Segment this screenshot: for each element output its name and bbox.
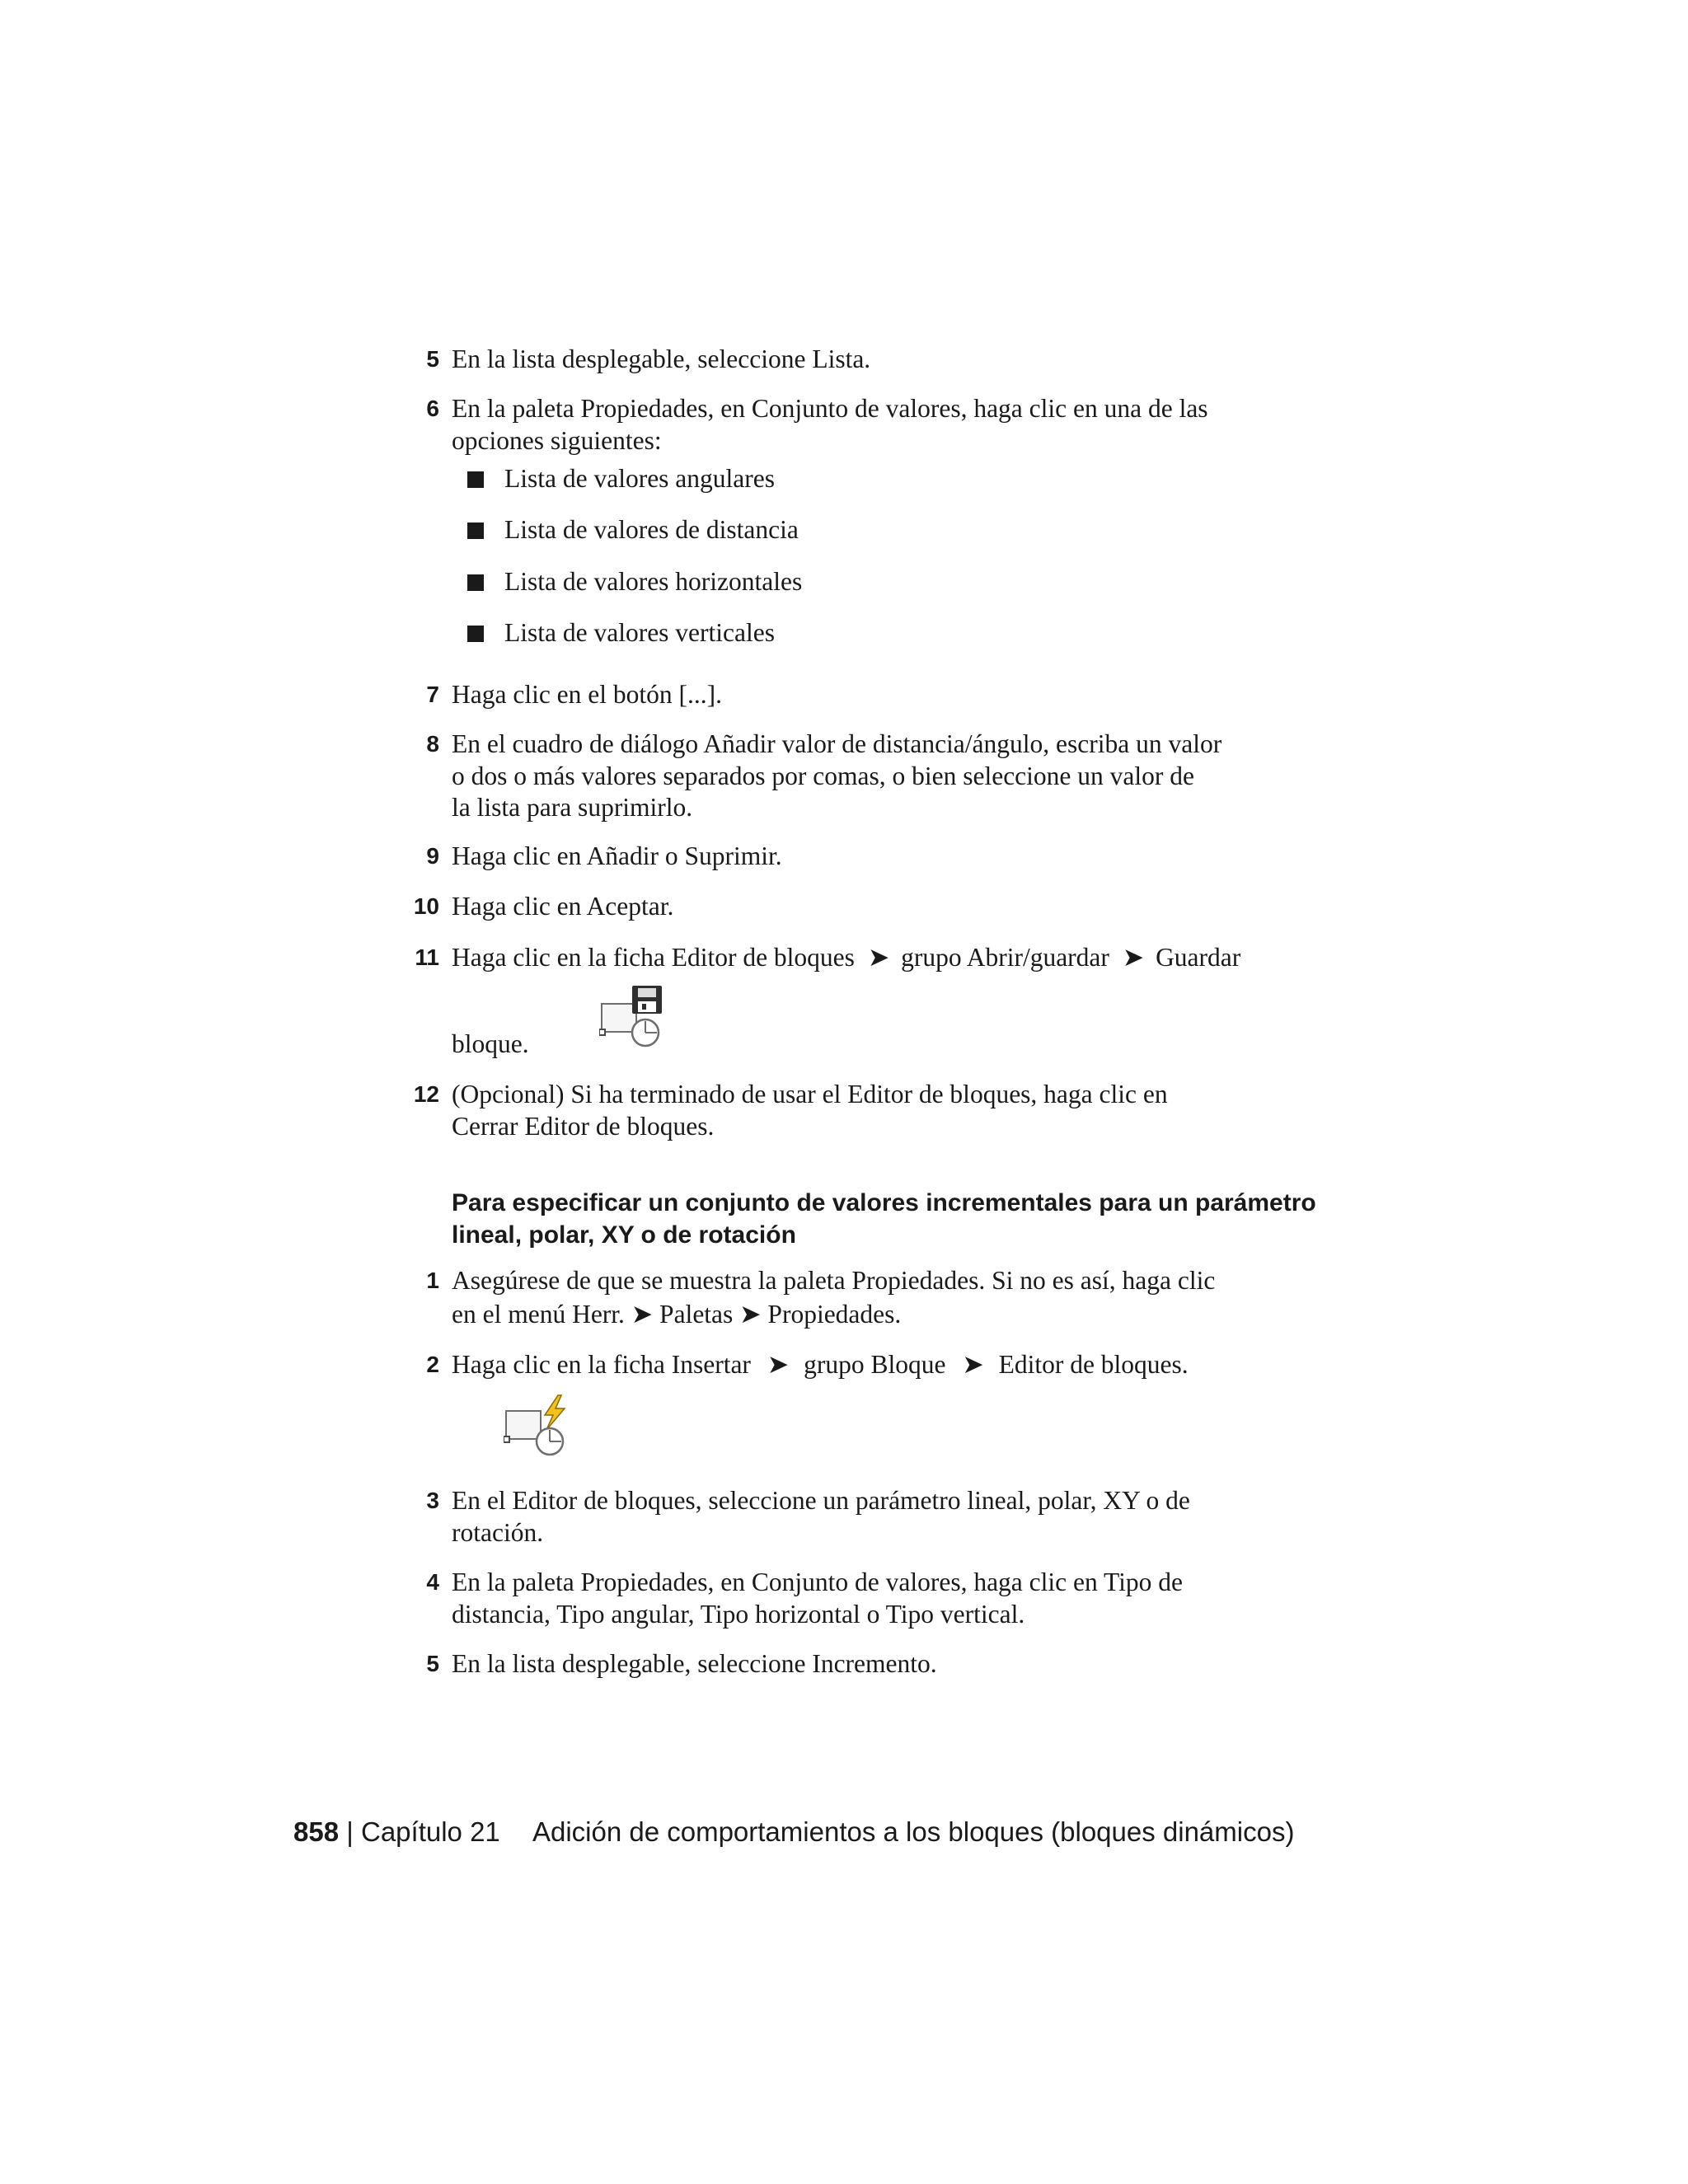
step-text: En la lista desplegable, seleccione Lista. (452, 344, 871, 373)
step-text-part: Guardar (1156, 943, 1241, 972)
step-text-line: o dos o más valores separados por comas, o bien seleccione un valor de (452, 761, 1194, 790)
bullet-square-icon (467, 574, 484, 591)
step-text-line: Asegúrese de que se muestra la paleta Propiedades. Si no es así, haga clic (452, 1266, 1216, 1295)
arrow-glyph: ➤ (867, 943, 890, 972)
chapter-label: Capítulo 21 (360, 1816, 500, 1847)
step-text-line: en el menú Herr. ➤ Paletas ➤ Propiedades. (452, 1299, 902, 1329)
step-text: Haga clic en Aceptar. (452, 892, 674, 921)
step-number: 2 (426, 1352, 439, 1377)
step-text-line: En la paleta Propiedades, en Conjunto de valores, haga clic en Tipo de (452, 1568, 1184, 1596)
step-text-line: En el cuadro de diálogo Añadir valor de distancia/ángulo, escriba un valor (452, 729, 1222, 758)
step-text-line: (Opcional) Si ha terminado de usar el Editor de bloques, haga clic en (452, 1080, 1168, 1108)
step-text-line: rotación. (452, 1517, 544, 1547)
step-b-5 (426, 1648, 1342, 1680)
step-number: 6 (426, 396, 439, 421)
step-b-3 (426, 1485, 1342, 1549)
bullet-item (504, 566, 802, 598)
bullet-text: Lista de valores de distancia (504, 515, 799, 544)
step-text: En la lista desplegable, seleccione Incremento. (452, 1649, 937, 1678)
step-b-4 (426, 1567, 1342, 1630)
step-text-part: Editor de bloques. (998, 1350, 1189, 1379)
page-number: 858 (293, 1816, 340, 1847)
step-number: 9 (426, 843, 439, 869)
step-text: Haga clic en Añadir o Suprimir. (452, 841, 782, 870)
step-text-line: En el Editor de bloques, seleccione un parámetro lineal, polar, XY o de (452, 1486, 1190, 1515)
step-text-line: Cerrar Editor de bloques. (452, 1111, 715, 1141)
chapter-title: Adición de comportamientos a los bloques (bloques dinámicos) (532, 1816, 1295, 1847)
step-number: 3 (426, 1488, 439, 1513)
arrow-glyph: ➤ (962, 1350, 984, 1379)
step-6 (426, 393, 1342, 457)
page-footer (293, 1816, 1294, 1849)
bullet-text: Lista de valores horizontales (504, 567, 803, 596)
step-text-line: la lista para suprimirlo. (452, 793, 693, 822)
step-text: bloque. (452, 1029, 529, 1058)
block-editor-icon (504, 1394, 574, 1461)
step-number: 12 (413, 1081, 439, 1107)
step-11 (415, 942, 1342, 974)
step-number: 4 (426, 1569, 439, 1595)
bullet-square-icon (467, 471, 484, 488)
step-text: Haga clic en el botón [...]. (452, 680, 722, 709)
step-number: 8 (426, 731, 439, 757)
step-8 (426, 729, 1342, 824)
bullet-item (504, 463, 775, 495)
save-block-icon (599, 983, 670, 1054)
step-number: 10 (413, 893, 439, 919)
heading-line: lineal, polar, XY o de rotación (452, 1221, 796, 1249)
step-5 (426, 344, 1342, 376)
bullet-item (504, 514, 799, 546)
step-number: 11 (415, 944, 439, 970)
step-text-part: grupo Abrir/guardar (901, 943, 1109, 972)
step-text-line: distancia, Tipo angular, Tipo horizontal o Tipo vertical. (452, 1599, 1025, 1629)
step-b-1 (426, 1265, 1342, 1330)
heading-line: Para especificar un conjunto de valores incrementales para un parámetro (452, 1189, 1316, 1216)
bullet-text: Lista de valores angulares (504, 464, 775, 493)
step-12 (413, 1079, 1342, 1142)
step-text-part: Haga clic en la ficha Editor de bloques (452, 943, 855, 972)
step-number: 5 (426, 1651, 439, 1676)
step-text-line: En la paleta Propiedades, en Conjunto de valores, haga clic en una de las (452, 394, 1208, 423)
step-11-continuation (452, 1029, 1342, 1061)
step-text-part: Haga clic en la ficha Insertar (452, 1350, 751, 1379)
bullet-square-icon (467, 523, 484, 539)
step-number: 1 (426, 1268, 439, 1293)
step-9 (426, 841, 1342, 873)
bullet-item (504, 617, 775, 649)
arrow-glyph: ➤ (767, 1350, 790, 1379)
bullet-text: Lista de valores verticales (504, 618, 775, 647)
footer-separator: | (346, 1816, 354, 1847)
step-text-line: opciones siguientes: (452, 425, 662, 455)
step-text-part: grupo Bloque (804, 1350, 946, 1379)
step-number: 5 (426, 346, 439, 372)
arrow-glyph: ➤ (1122, 943, 1145, 972)
step-b-2 (426, 1349, 1342, 1381)
step-number: 7 (426, 682, 439, 707)
step-7 (426, 679, 1342, 711)
bullet-square-icon (467, 626, 484, 642)
step-10 (413, 891, 1342, 923)
section-heading (452, 1187, 1342, 1251)
